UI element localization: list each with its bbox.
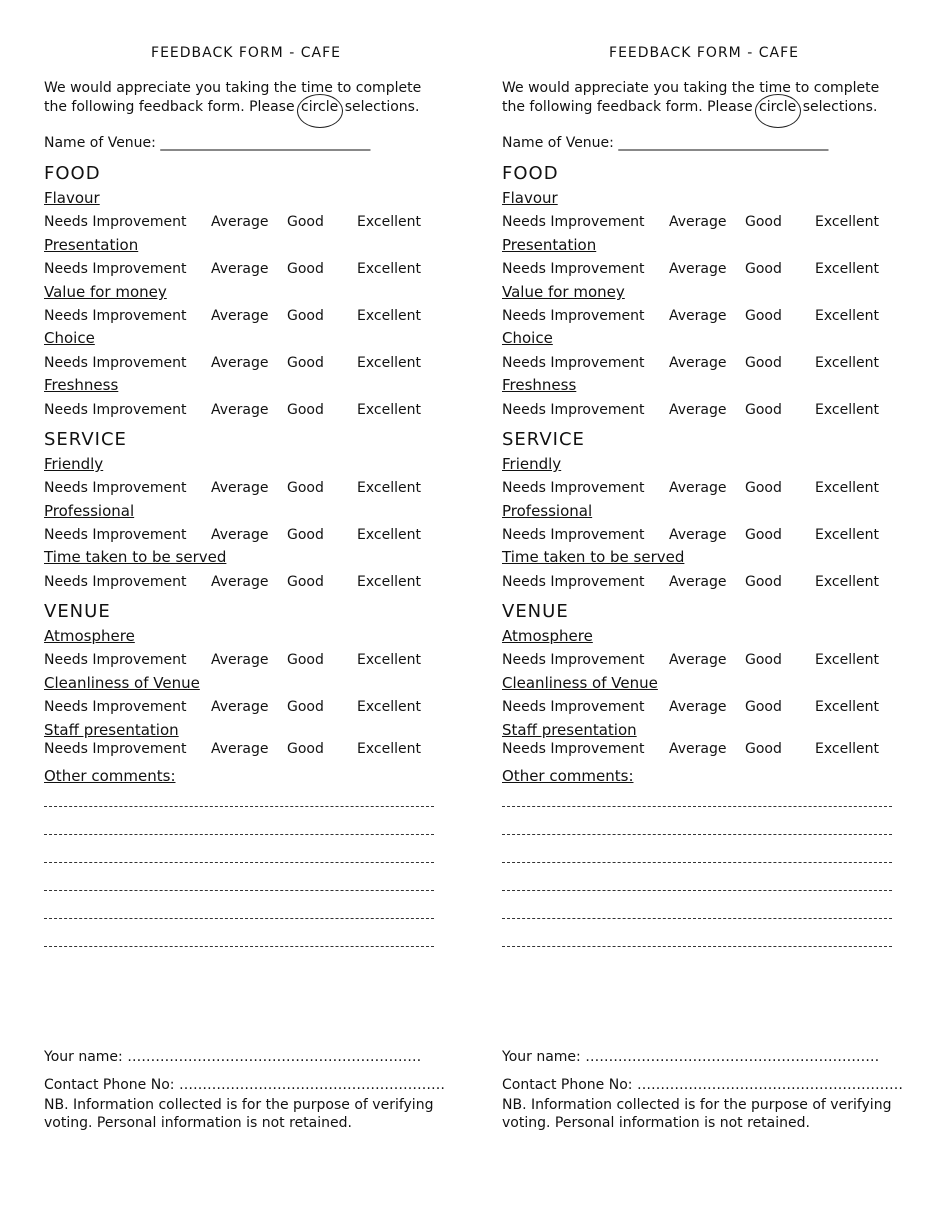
criterion-staff-presentation: Staff presentation [44, 721, 179, 739]
option-average[interactable]: Average [211, 574, 269, 590]
feedback-form-right [502, 0, 902, 1230]
option-excellent[interactable]: Excellent [357, 699, 421, 715]
option-excellent[interactable]: Excellent [815, 574, 879, 590]
option-excellent[interactable]: Excellent [815, 214, 879, 230]
rating-row-professional[interactable] [44, 526, 434, 544]
option-needs-improvement[interactable]: Needs Improvement [502, 574, 645, 590]
option-good[interactable]: Good [287, 261, 324, 277]
option-good[interactable]: Good [287, 652, 324, 668]
option-excellent[interactable]: Excellent [357, 355, 421, 371]
option-excellent[interactable]: Excellent [357, 652, 421, 668]
your-name-blank[interactable]: ……………………………………………………… [127, 1049, 422, 1065]
option-good[interactable]: Good [745, 652, 782, 668]
criterion-friendly: Friendly [44, 455, 104, 473]
option-needs-improvement[interactable]: Needs Improvement [44, 741, 187, 757]
option-average[interactable]: Average [669, 308, 727, 324]
comment-line[interactable] [44, 918, 434, 919]
option-excellent[interactable]: Excellent [815, 261, 879, 277]
criterion-freshness: Freshness [502, 376, 577, 394]
option-good[interactable]: Good [745, 214, 782, 230]
option-excellent[interactable]: Excellent [357, 308, 421, 324]
rating-row-staff-presentation[interactable] [44, 740, 434, 758]
option-excellent[interactable]: Excellent [357, 214, 421, 230]
option-average[interactable]: Average [211, 527, 269, 543]
option-needs-improvement[interactable]: Needs Improvement [502, 527, 645, 543]
option-good[interactable]: Good [745, 308, 782, 324]
form-title: FEEDBACK FORM - CAFE [151, 45, 341, 61]
intro-circled-word: circle [759, 99, 797, 115]
option-needs-improvement[interactable]: Needs Improvement [502, 652, 645, 668]
option-needs-improvement[interactable]: Needs Improvement [502, 261, 645, 277]
your-name-label: Your name: [502, 1049, 581, 1065]
comment-line[interactable] [502, 862, 892, 863]
rating-row-staff-presentation[interactable] [502, 740, 892, 758]
feedback-form-left [44, 0, 444, 1230]
criterion-value-for-money: Value for money [502, 283, 625, 301]
criterion-atmosphere: Atmosphere [44, 627, 135, 645]
privacy-note: NB. Information collected is for the purpose of verifying voting. Personal information is not retained. [44, 1097, 434, 1131]
comment-line[interactable] [502, 918, 892, 919]
option-good[interactable]: Good [745, 402, 782, 418]
option-good[interactable]: Good [745, 574, 782, 590]
option-average[interactable]: Average [669, 741, 727, 757]
option-average[interactable]: Average [211, 652, 269, 668]
venue-name-field[interactable] [502, 134, 912, 152]
option-excellent[interactable]: Excellent [815, 652, 879, 668]
option-average[interactable]: Average [669, 574, 727, 590]
option-average[interactable]: Average [669, 699, 727, 715]
comments-label: Other comments: [44, 767, 176, 785]
option-needs-improvement[interactable]: Needs Improvement [44, 480, 187, 496]
criterion-cleanliness: Cleanliness of Venue [44, 674, 200, 692]
section-title-service: SERVICE [44, 429, 127, 450]
option-average[interactable]: Average [211, 480, 269, 496]
criterion-presentation: Presentation [44, 236, 139, 254]
comment-line[interactable] [502, 890, 892, 891]
option-excellent[interactable]: Excellent [815, 480, 879, 496]
option-needs-improvement[interactable]: Needs Improvement [44, 527, 187, 543]
rating-row-friendly[interactable] [502, 479, 892, 497]
comment-line[interactable] [44, 834, 434, 835]
venue-name-label: Name of Venue: [44, 135, 156, 151]
comment-line[interactable] [44, 862, 434, 863]
section-title-service: SERVICE [502, 429, 585, 450]
option-excellent[interactable]: Excellent [357, 741, 421, 757]
your-name-field[interactable] [44, 1048, 444, 1066]
option-average[interactable]: Average [211, 355, 269, 371]
option-good[interactable]: Good [287, 308, 324, 324]
section-title-food: FOOD [44, 163, 101, 184]
rating-row-atmosphere[interactable] [502, 651, 892, 669]
criterion-friendly: Friendly [502, 455, 562, 473]
criterion-professional: Professional [44, 502, 135, 520]
criterion-staff-presentation: Staff presentation [502, 721, 637, 739]
venue-name-blank[interactable]: ______________________________ [160, 135, 371, 151]
comment-line[interactable] [44, 890, 434, 891]
option-excellent[interactable]: Excellent [815, 402, 879, 418]
option-needs-improvement[interactable]: Needs Improvement [44, 574, 187, 590]
your-name-label: Your name: [44, 1049, 123, 1065]
criterion-freshness: Freshness [44, 376, 119, 394]
intro-text: We would appreciate you taking the time to complete the following feedback form. Please [44, 80, 422, 115]
option-average[interactable]: Average [669, 355, 727, 371]
option-average[interactable]: Average [669, 261, 727, 277]
venue-name-field[interactable] [44, 134, 454, 152]
option-average[interactable]: Average [211, 699, 269, 715]
option-good[interactable]: Good [745, 741, 782, 757]
option-average[interactable]: Average [211, 214, 269, 230]
rating-row-atmosphere[interactable] [44, 651, 434, 669]
comment-line[interactable] [502, 946, 892, 947]
privacy-note: NB. Information collected is for the purpose of verifying voting. Personal information is not retained. [502, 1097, 892, 1131]
option-excellent[interactable]: Excellent [815, 699, 879, 715]
intro-circled-word: circle [301, 99, 339, 115]
option-good[interactable]: Good [287, 699, 324, 715]
comment-line[interactable] [502, 806, 892, 807]
intro-text-end: selections. [344, 99, 420, 115]
option-good[interactable]: Good [287, 741, 324, 757]
contact-phone-blank[interactable]: ………………………………………………… [636, 1077, 903, 1093]
option-excellent[interactable]: Excellent [815, 308, 879, 324]
form-intro [502, 79, 902, 117]
section-title-venue: VENUE [44, 601, 111, 622]
rating-row-time-taken[interactable] [44, 573, 434, 591]
option-excellent[interactable]: Excellent [815, 527, 879, 543]
section-title-food: FOOD [502, 163, 559, 184]
option-good[interactable]: Good [287, 355, 324, 371]
option-good[interactable]: Good [287, 214, 324, 230]
form-title: FEEDBACK FORM - CAFE [609, 45, 799, 61]
section-title-venue: VENUE [502, 601, 569, 622]
criterion-time-taken: Time taken to be served [502, 548, 685, 566]
criterion-value-for-money: Value for money [44, 283, 167, 301]
option-needs-improvement[interactable]: Needs Improvement [44, 652, 187, 668]
option-needs-improvement[interactable]: Needs Improvement [502, 402, 645, 418]
option-needs-improvement[interactable]: Needs Improvement [44, 699, 187, 715]
option-excellent[interactable]: Excellent [815, 741, 879, 757]
option-needs-improvement[interactable]: Needs Improvement [44, 355, 187, 371]
your-name-blank[interactable]: ……………………………………………………… [585, 1049, 880, 1065]
criterion-cleanliness: Cleanliness of Venue [502, 674, 658, 692]
comment-line[interactable] [44, 806, 434, 807]
intro-text: We would appreciate you taking the time to complete the following feedback form. Please [502, 80, 880, 115]
criterion-atmosphere: Atmosphere [502, 627, 593, 645]
rating-row-flavour[interactable] [502, 213, 892, 231]
rating-row-friendly[interactable] [44, 479, 434, 497]
option-average[interactable]: Average [211, 741, 269, 757]
contact-phone-label: Contact Phone No: [44, 1077, 175, 1093]
option-average[interactable]: Average [669, 480, 727, 496]
option-excellent[interactable]: Excellent [357, 527, 421, 543]
rating-row-freshness[interactable] [502, 401, 892, 419]
criterion-time-taken: Time taken to be served [44, 548, 227, 566]
option-excellent[interactable]: Excellent [357, 402, 421, 418]
comments-label: Other comments: [502, 767, 634, 785]
option-average[interactable]: Average [211, 261, 269, 277]
option-good[interactable]: Good [287, 480, 324, 496]
rating-row-cleanliness[interactable] [44, 698, 434, 716]
option-good[interactable]: Good [745, 355, 782, 371]
rating-row-professional[interactable] [502, 526, 892, 544]
rating-row-presentation[interactable] [502, 260, 892, 278]
intro-text-end: selections. [802, 99, 878, 115]
option-needs-improvement[interactable]: Needs Improvement [502, 741, 645, 757]
option-excellent[interactable]: Excellent [357, 261, 421, 277]
criterion-choice: Choice [502, 329, 553, 347]
option-needs-improvement[interactable]: Needs Improvement [502, 699, 645, 715]
option-good[interactable]: Good [745, 261, 782, 277]
option-average[interactable]: Average [211, 402, 269, 418]
criterion-choice: Choice [44, 329, 95, 347]
rating-row-value-for-money[interactable] [44, 307, 434, 325]
rating-row-value-for-money[interactable] [502, 307, 892, 325]
rating-row-presentation[interactable] [44, 260, 434, 278]
venue-name-label: Name of Venue: [502, 135, 614, 151]
rating-row-flavour[interactable] [44, 213, 434, 231]
option-good[interactable]: Good [287, 527, 324, 543]
option-good[interactable]: Good [745, 480, 782, 496]
comment-line[interactable] [44, 946, 434, 947]
contact-phone-label: Contact Phone No: [502, 1077, 633, 1093]
option-needs-improvement[interactable]: Needs Improvement [44, 402, 187, 418]
option-needs-improvement[interactable]: Needs Improvement [502, 355, 645, 371]
option-average[interactable]: Average [669, 527, 727, 543]
option-needs-improvement[interactable]: Needs Improvement [44, 308, 187, 324]
option-good[interactable]: Good [287, 574, 324, 590]
comment-line[interactable] [502, 834, 892, 835]
rating-row-freshness[interactable] [44, 401, 434, 419]
option-needs-improvement[interactable]: Needs Improvement [502, 480, 645, 496]
criterion-flavour: Flavour [44, 189, 100, 207]
contact-phone-field[interactable] [502, 1076, 902, 1094]
option-average[interactable]: Average [669, 214, 727, 230]
option-needs-improvement[interactable]: Needs Improvement [502, 214, 645, 230]
form-intro [44, 79, 444, 117]
option-good[interactable]: Good [287, 402, 324, 418]
rating-row-choice[interactable] [44, 354, 434, 372]
option-excellent[interactable]: Excellent [357, 480, 421, 496]
criterion-presentation: Presentation [502, 236, 597, 254]
option-good[interactable]: Good [745, 699, 782, 715]
option-average[interactable]: Average [669, 402, 727, 418]
venue-name-blank[interactable]: ______________________________ [618, 135, 829, 151]
option-good[interactable]: Good [745, 527, 782, 543]
option-excellent[interactable]: Excellent [815, 355, 879, 371]
contact-phone-field[interactable] [44, 1076, 444, 1094]
rating-row-cleanliness[interactable] [502, 698, 892, 716]
option-excellent[interactable]: Excellent [357, 574, 421, 590]
your-name-field[interactable] [502, 1048, 902, 1066]
option-needs-improvement[interactable]: Needs Improvement [44, 261, 187, 277]
option-average[interactable]: Average [669, 652, 727, 668]
option-average[interactable]: Average [211, 308, 269, 324]
rating-row-choice[interactable] [502, 354, 892, 372]
contact-phone-blank[interactable]: ………………………………………………… [178, 1077, 445, 1093]
option-needs-improvement[interactable]: Needs Improvement [44, 214, 187, 230]
rating-row-time-taken[interactable] [502, 573, 892, 591]
criterion-professional: Professional [502, 502, 593, 520]
option-needs-improvement[interactable]: Needs Improvement [502, 308, 645, 324]
criterion-flavour: Flavour [502, 189, 558, 207]
